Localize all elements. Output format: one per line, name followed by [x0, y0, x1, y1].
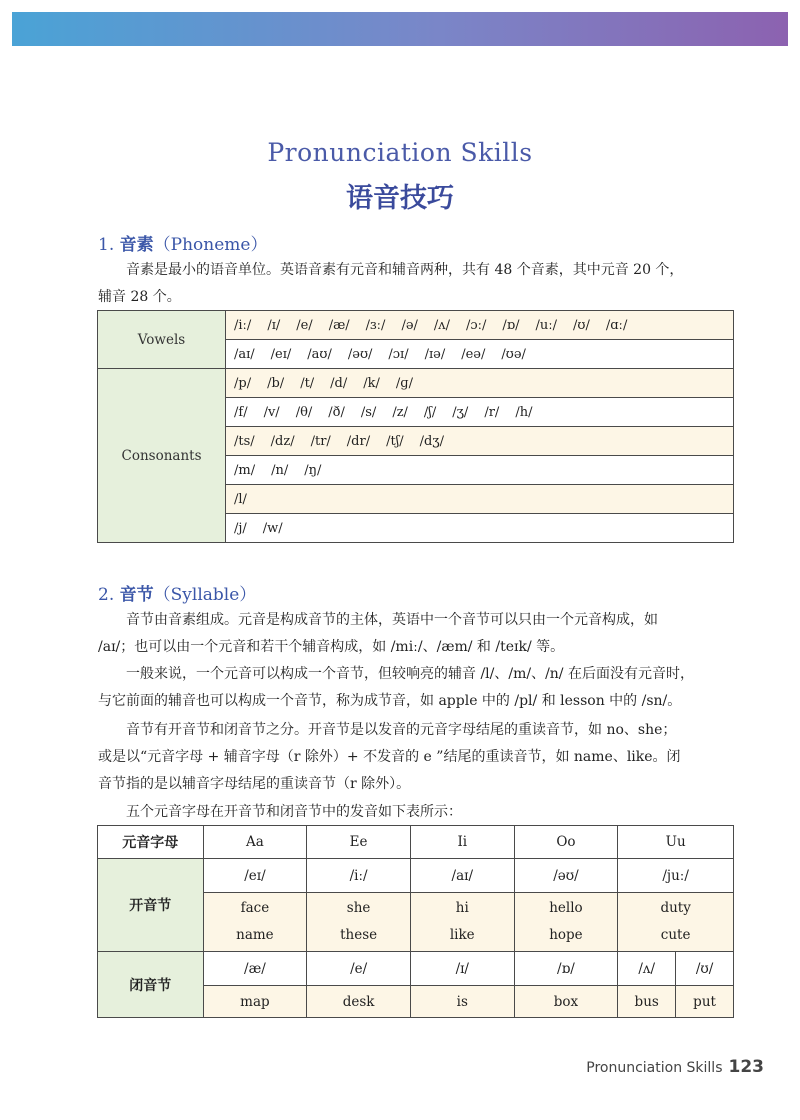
phoneme-symbol: /ɡ/ — [395, 375, 413, 391]
closed-ipa-u1: /ʌ/ — [618, 952, 676, 986]
phoneme-symbol: /h/ — [515, 404, 533, 420]
phoneme-symbol: /ɪ/ — [267, 317, 281, 333]
consonants-symbols-cell — [226, 427, 734, 456]
phoneme-symbol: /ɑː/ — [605, 317, 628, 333]
closed-word-u2: put — [676, 986, 734, 1018]
page-footer — [586, 1057, 764, 1077]
section1-number: 1. — [98, 235, 115, 255]
phoneme-symbol: /aʊ/ — [307, 346, 332, 362]
consonants-symbols-cell — [226, 485, 734, 514]
closed-syllable-label: 闭音节 — [98, 952, 204, 1018]
letter-ee: Ee — [307, 826, 411, 859]
open-syllable-label: 开音节 — [98, 859, 204, 952]
phoneme-symbol: /əʊ/ — [347, 346, 373, 362]
phoneme-symbol: /t/ — [300, 375, 315, 391]
open-word: like — [449, 927, 475, 943]
phoneme-table — [97, 310, 734, 543]
phoneme-symbol: /l/ — [234, 491, 247, 507]
phoneme-symbol: /uː/ — [535, 317, 558, 333]
phoneme-symbol: /tʃ/ — [386, 433, 404, 449]
vowels-symbols-cell — [226, 311, 734, 340]
open-ipa-e: /iː/ — [307, 859, 411, 893]
phoneme-symbol: /r/ — [484, 404, 500, 420]
consonants-symbols-cell — [226, 456, 734, 485]
open-words-a — [203, 893, 307, 952]
section1-paragraph-line1: 音素是最小的语音单位。英语音素有元音和辅音两种，共有 48 个音素，其中元音 20 个， — [126, 262, 684, 278]
section2-p2-line1: 一般来说，一个元音可以构成一个音节，但较响亮的辅音 /l/、/m/、/n/ 在后面没有元音时， — [126, 666, 694, 682]
section1-heading-zh: 音素 — [119, 235, 154, 255]
open-word: face — [240, 900, 270, 916]
closed-word-e: desk — [307, 986, 411, 1018]
phoneme-symbol: /d/ — [330, 375, 348, 391]
section2-p2-line2: 与它前面的辅音也可以构成一个音节，称为成节音，如 apple 中的 /pl/ 和 lesson 中的 /sn/。 — [98, 693, 682, 709]
closed-ipa-o: /ɒ/ — [514, 952, 618, 986]
page-number: 123 — [728, 1057, 764, 1077]
phoneme-symbol: /f/ — [234, 404, 248, 420]
phoneme-symbol: /æ/ — [328, 317, 350, 333]
phoneme-symbol: /s/ — [360, 404, 377, 420]
phoneme-symbol: /ʌ/ — [433, 317, 450, 333]
section2-p1-line2: /aɪ/；也可以由一个元音和若干个辅音构成，如 /miː/、/æm/ 和 /teɪk/ 等。 — [98, 639, 565, 655]
open-ipa-o: /əʊ/ — [514, 859, 618, 893]
phoneme-symbol: /ɔɪ/ — [388, 346, 409, 362]
letter-uu: Uu — [618, 826, 734, 859]
phoneme-symbol: /k/ — [363, 375, 380, 391]
phoneme-symbol: /tr/ — [310, 433, 331, 449]
section2-p3-line2: 或是以“元音字母 + 辅音字母（r 除外）+ 不发音的 e ”结尾的重读音节，如 name、like。闭 — [98, 749, 681, 765]
section2-p3-line3: 音节指的是以辅音字母结尾的重读音节（r 除外）。 — [98, 776, 411, 792]
phoneme-symbol: /z/ — [392, 404, 408, 420]
closed-ipa-u2: /ʊ/ — [676, 952, 734, 986]
section2-p4: 五个元音字母在开音节和闭音节中的发音如下表所示： — [126, 804, 462, 820]
phoneme-symbol: /eɪ/ — [270, 346, 292, 362]
open-ipa-i: /aɪ/ — [410, 859, 514, 893]
open-word: cute — [660, 927, 691, 943]
phoneme-symbol: /ts/ — [234, 433, 255, 449]
phoneme-symbol: /b/ — [267, 375, 285, 391]
open-word: hope — [549, 927, 583, 943]
phoneme-symbol: /ɪə/ — [424, 346, 446, 362]
section1-heading-en: （Phoneme） — [153, 235, 268, 255]
open-words-i — [410, 893, 514, 952]
phoneme-symbol: /ʊ/ — [573, 317, 590, 333]
open-words-o — [514, 893, 618, 952]
closed-word-i: is — [410, 986, 514, 1018]
section2-p1-line1: 音节由音素组成。元音是构成音节的主体，英语中一个音节可以只由一个元音构成，如 — [126, 612, 658, 628]
phoneme-symbol: /ɒ/ — [502, 317, 520, 333]
header-vowel-letter-label: 元音字母 — [98, 826, 204, 859]
top-color-band — [12, 12, 788, 46]
phoneme-symbol: /iː/ — [234, 317, 252, 333]
closed-word-u1: bus — [618, 986, 676, 1018]
vowels-row — [98, 311, 734, 340]
closed-ipa-e: /e/ — [307, 952, 411, 986]
consonants-category-label: Consonants — [98, 369, 226, 543]
letter-aa: Aa — [203, 826, 307, 859]
open-word: she — [346, 900, 371, 916]
section1-heading — [98, 230, 267, 255]
phoneme-symbol: /eə/ — [461, 346, 486, 362]
letter-ii: Ii — [410, 826, 514, 859]
phoneme-symbol: /ʒ/ — [452, 404, 469, 420]
footer-text: Pronunciation Skills — [586, 1060, 723, 1076]
phoneme-symbol: /p/ — [234, 375, 252, 391]
open-word: name — [236, 927, 274, 943]
phoneme-symbol: /ʊə/ — [501, 346, 526, 362]
closed-word-a: map — [203, 986, 307, 1018]
phoneme-symbol: /ŋ/ — [304, 462, 322, 478]
closed-ipa-i: /ɪ/ — [410, 952, 514, 986]
phoneme-symbol: /θ/ — [295, 404, 313, 420]
closed-ipa-a: /æ/ — [203, 952, 307, 986]
consonants-symbols-cell — [226, 369, 734, 398]
phoneme-symbol: /aɪ/ — [234, 346, 255, 362]
section2-number: 2. — [98, 585, 115, 605]
phoneme-symbol: /n/ — [271, 462, 289, 478]
consonants-symbols-cell — [226, 514, 734, 543]
vowels-symbols-cell — [226, 340, 734, 369]
open-word: hi — [455, 900, 469, 916]
phoneme-symbol: /ɔː/ — [466, 317, 487, 333]
consonants-row — [98, 369, 734, 398]
phoneme-symbol: /dr/ — [346, 433, 371, 449]
phoneme-symbol: /ʃ/ — [423, 404, 437, 420]
syllable-table — [97, 825, 734, 1018]
phoneme-symbol: /dz/ — [270, 433, 295, 449]
open-ipa-a: /eɪ/ — [203, 859, 307, 893]
letter-oo: Oo — [514, 826, 618, 859]
closed-word-o: box — [514, 986, 618, 1018]
open-words-e — [307, 893, 411, 952]
vowels-category-label: Vowels — [98, 311, 226, 369]
phoneme-symbol: /w/ — [262, 520, 283, 536]
phoneme-symbol: /dʒ/ — [419, 433, 445, 449]
phoneme-symbol: /ə/ — [401, 317, 418, 333]
open-word: these — [340, 927, 378, 943]
section2-heading — [98, 580, 256, 605]
section2-heading-zh: 音节 — [119, 585, 154, 605]
phoneme-symbol: /e/ — [296, 317, 313, 333]
phoneme-symbol: /j/ — [234, 520, 247, 536]
phoneme-symbol: /v/ — [263, 404, 280, 420]
page-title-english: Pronunciation Skills — [267, 138, 533, 167]
page-title-chinese: 语音技巧 — [346, 183, 454, 214]
section2-heading-en: （Syllable） — [153, 585, 257, 605]
phoneme-symbol: /m/ — [234, 462, 256, 478]
section1-paragraph-line2: 辅音 28 个。 — [98, 289, 181, 305]
phoneme-symbol: /ɜː/ — [365, 317, 386, 333]
open-ipa-u: /juː/ — [618, 859, 734, 893]
open-words-u — [618, 893, 734, 952]
phoneme-symbol: /ð/ — [328, 404, 345, 420]
open-word: hello — [549, 900, 583, 916]
section2-p3-line1: 音节有开音节和闭音节之分。开音节是以发音的元音字母结尾的重读音节，如 no、she； — [126, 722, 677, 738]
open-word: duty — [660, 900, 691, 916]
consonants-symbols-cell — [226, 398, 734, 427]
